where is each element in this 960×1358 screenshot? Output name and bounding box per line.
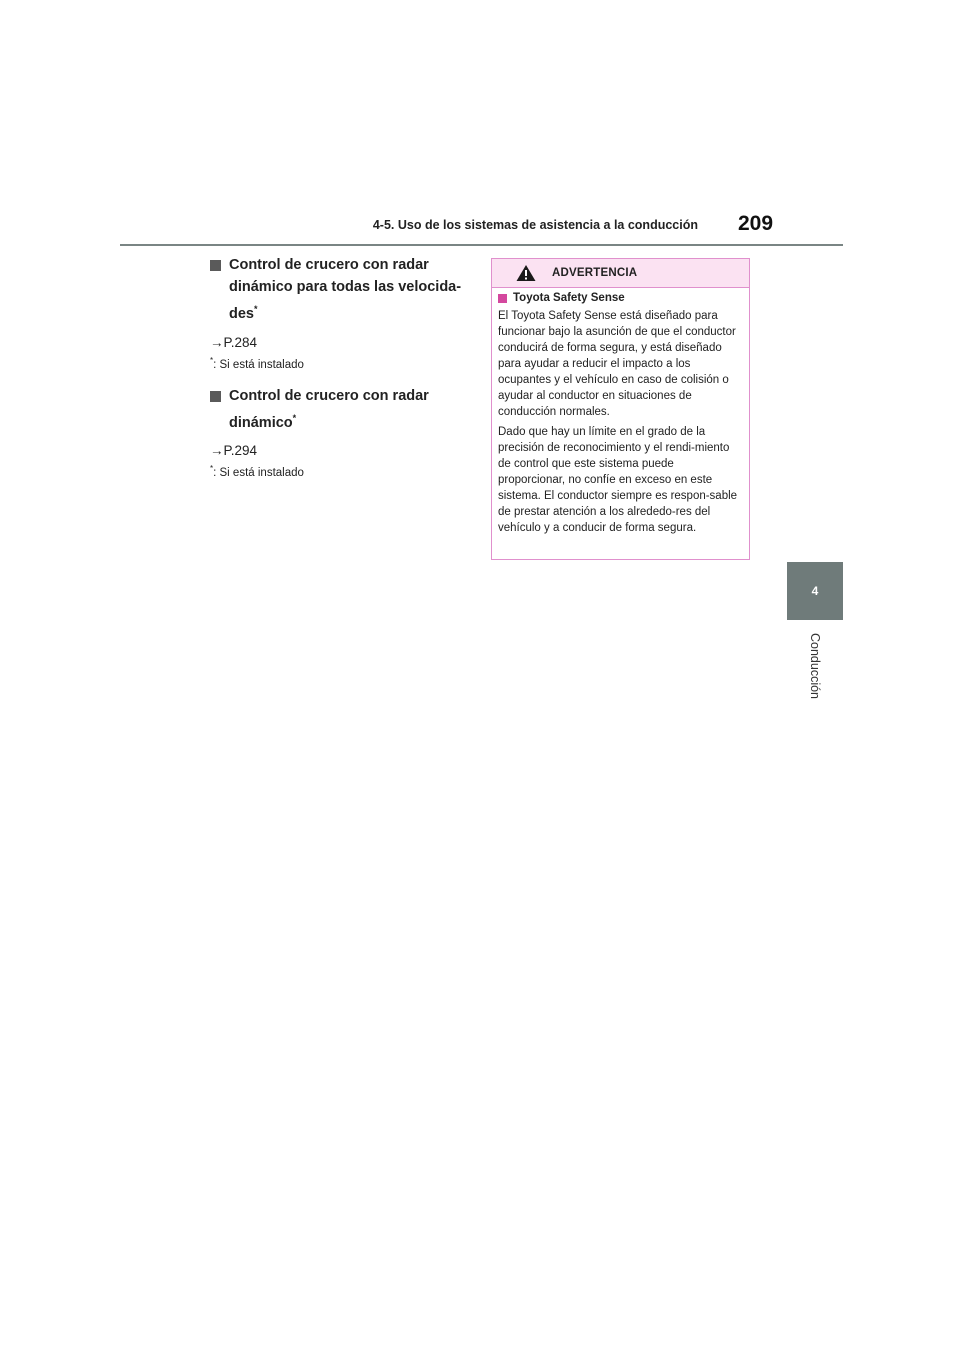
footnote-marker: * <box>292 412 297 423</box>
footnote-text: : Si está instalado <box>213 358 304 371</box>
left-column <box>210 254 475 493</box>
warning-header <box>492 259 749 288</box>
warning-body <box>492 288 749 536</box>
warning-box <box>491 258 750 560</box>
warning-triangle-icon <box>516 264 536 282</box>
warning-paragraph: Dado que hay un límite en el grado de la precisión de reconocimiento y el rendi-miento de control que este sistema puede proporcionar, no confíe en exceso en este sistema. El conductor siempre es respon-sable de prestar atención a los alrededo-res del vehículo y a conducir de forma segura. <box>498 426 738 534</box>
footnote-marker: * <box>210 355 214 365</box>
page-reference-link[interactable]: →P.294 <box>210 443 258 459</box>
footnote <box>210 356 475 371</box>
warning-label: ADVERTENCIA <box>552 267 638 279</box>
section-heading-text: Control de crucero con radar dinámico <box>229 387 429 431</box>
warning-subheading <box>498 292 741 304</box>
square-bullet-icon <box>210 260 221 271</box>
chapter-number: 4 <box>811 584 819 598</box>
pink-square-bullet-icon <box>498 294 507 303</box>
section-2 <box>210 385 475 480</box>
square-bullet-icon <box>210 391 221 402</box>
header-rule <box>120 244 843 246</box>
section-heading <box>210 254 475 325</box>
section-1 <box>210 254 475 371</box>
footnote-text: : Si está instalado <box>213 467 304 480</box>
warning-paragraph: El Toyota Safety Sense está diseñado para funcionar bajo la asunción de que el conductor conducirá de forma segura, y está diseñado para ayudar a reducir el impacto a los ocupantes y el vehículo en caso de colisión o ayudar al conductor en situaciones de conducción normales. <box>498 310 736 418</box>
chapter-label: Conducción <box>808 632 822 700</box>
chapter-tab[interactable] <box>787 562 843 620</box>
header-title: 4-5. Uso de los sistemas de asistencia a la conducción <box>372 218 698 232</box>
footnote <box>210 464 475 479</box>
page-number: 209 <box>738 212 774 235</box>
section-heading <box>210 385 475 434</box>
section-heading-text: Control de crucero con radar dinámico para todas las velocida-des <box>229 257 462 322</box>
warning-subheading-text: Toyota Safety Sense <box>513 292 625 304</box>
footnote-marker: * <box>254 304 258 314</box>
page-reference-link[interactable]: →P.284 <box>210 334 258 350</box>
footnote-marker: * <box>210 464 214 474</box>
